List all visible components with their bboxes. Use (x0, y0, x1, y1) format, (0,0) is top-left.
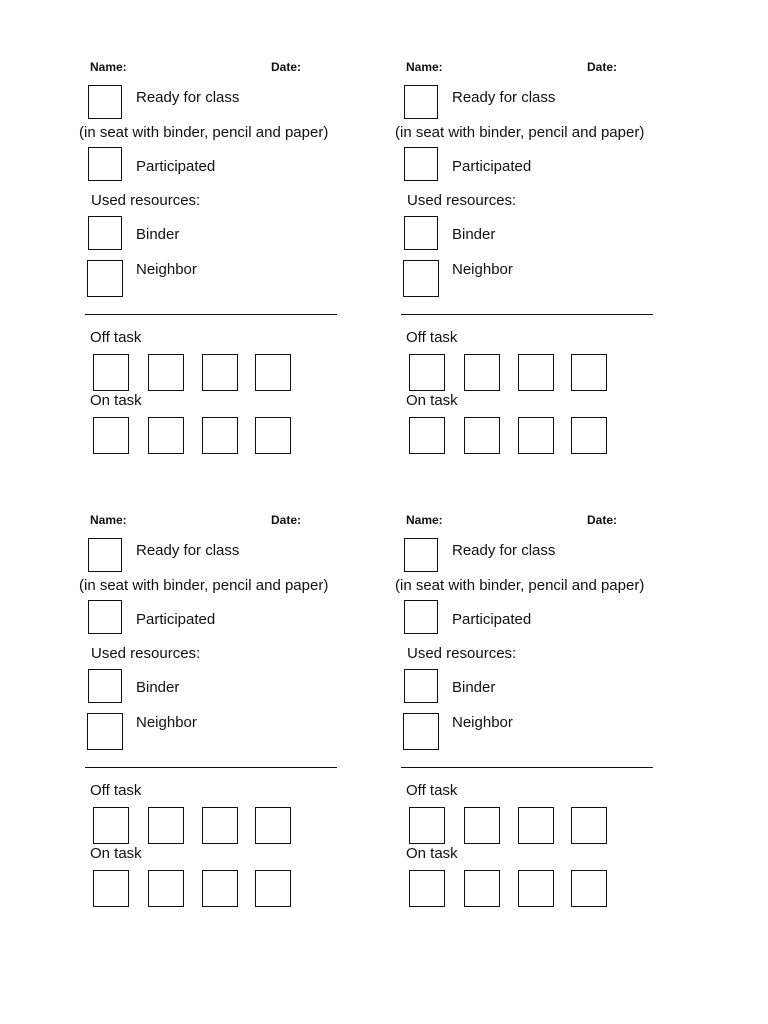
binder-checkbox[interactable] (88, 669, 122, 703)
on-task-box-3[interactable] (518, 870, 554, 907)
off-task-box-3[interactable] (202, 354, 238, 391)
used-resources-label: Used resources: (91, 192, 201, 209)
participated-checkbox[interactable] (404, 147, 438, 181)
used-resources-label: Used resources: (407, 645, 517, 662)
date-label: Date: (271, 513, 302, 527)
date-label: Date: (587, 60, 618, 74)
off-task-box-2[interactable] (464, 354, 500, 391)
binder-checkbox[interactable] (88, 216, 122, 250)
on-task-box-4[interactable] (571, 417, 607, 454)
off-task-box-3[interactable] (518, 807, 554, 844)
off-task-box-3[interactable] (518, 354, 554, 391)
neighbor-checkbox[interactable] (87, 260, 123, 297)
participated-label: Participated (452, 611, 532, 628)
ready-for-class-checkbox[interactable] (404, 85, 438, 119)
participated-checkbox[interactable] (88, 147, 122, 181)
on-task-box-2[interactable] (464, 870, 500, 907)
on-task-box-1[interactable] (93, 417, 129, 454)
divider (401, 767, 653, 768)
binder-checkbox[interactable] (404, 669, 438, 703)
seat-note: (in seat with binder, pencil and paper) (395, 124, 645, 141)
on-task-box-3[interactable] (202, 870, 238, 907)
on-task-box-2[interactable] (464, 417, 500, 454)
date-label: Date: (587, 513, 618, 527)
on-task-label: On task (90, 845, 142, 862)
behavior-card-2 (395, 0, 695, 440)
off-task-label: Off task (90, 329, 142, 346)
neighbor-checkbox[interactable] (403, 260, 439, 297)
on-task-box-3[interactable] (202, 417, 238, 454)
binder-label: Binder (136, 679, 180, 696)
behavior-card-1 (79, 0, 379, 440)
off-task-box-4[interactable] (255, 354, 291, 391)
participated-label: Participated (136, 611, 216, 628)
name-label: Name: (90, 513, 127, 527)
seat-note: (in seat with binder, pencil and paper) (395, 577, 645, 594)
on-task-box-1[interactable] (409, 417, 445, 454)
off-task-box-1[interactable] (93, 807, 129, 844)
ready-for-class-checkbox[interactable] (404, 538, 438, 572)
neighbor-checkbox[interactable] (87, 713, 123, 750)
off-task-label: Off task (406, 329, 458, 346)
neighbor-label: Neighbor (136, 714, 197, 731)
off-task-box-2[interactable] (148, 354, 184, 391)
on-task-box-3[interactable] (518, 417, 554, 454)
date-label: Date: (271, 60, 302, 74)
name-label: Name: (406, 513, 443, 527)
neighbor-label: Neighbor (136, 261, 197, 278)
ready-for-class-checkbox[interactable] (88, 538, 122, 572)
neighbor-label: Neighbor (452, 714, 513, 731)
neighbor-label: Neighbor (452, 261, 513, 278)
neighbor-checkbox[interactable] (403, 713, 439, 750)
binder-label: Binder (452, 226, 496, 243)
divider (401, 314, 653, 315)
on-task-box-4[interactable] (571, 870, 607, 907)
off-task-label: Off task (406, 782, 458, 799)
on-task-box-2[interactable] (148, 417, 184, 454)
off-task-box-4[interactable] (255, 807, 291, 844)
off-task-box-2[interactable] (148, 807, 184, 844)
ready-for-class-label: Ready for class (136, 542, 240, 559)
on-task-box-4[interactable] (255, 417, 291, 454)
seat-note: (in seat with binder, pencil and paper) (79, 577, 329, 594)
name-label: Name: (406, 60, 443, 74)
divider (85, 767, 337, 768)
off-task-label: Off task (90, 782, 142, 799)
off-task-box-2[interactable] (464, 807, 500, 844)
seat-note: (in seat with binder, pencil and paper) (79, 124, 329, 141)
off-task-box-3[interactable] (202, 807, 238, 844)
on-task-label: On task (406, 845, 458, 862)
off-task-box-4[interactable] (571, 354, 607, 391)
divider (85, 314, 337, 315)
binder-checkbox[interactable] (404, 216, 438, 250)
off-task-box-1[interactable] (409, 807, 445, 844)
on-task-box-4[interactable] (255, 870, 291, 907)
on-task-label: On task (90, 392, 142, 409)
on-task-box-1[interactable] (93, 870, 129, 907)
participated-label: Participated (452, 158, 532, 175)
on-task-box-2[interactable] (148, 870, 184, 907)
used-resources-label: Used resources: (91, 645, 201, 662)
participated-label: Participated (136, 158, 216, 175)
off-task-box-1[interactable] (93, 354, 129, 391)
name-label: Name: (90, 60, 127, 74)
participated-checkbox[interactable] (404, 600, 438, 634)
ready-for-class-label: Ready for class (452, 89, 556, 106)
off-task-box-1[interactable] (409, 354, 445, 391)
off-task-box-4[interactable] (571, 807, 607, 844)
ready-for-class-label: Ready for class (452, 542, 556, 559)
ready-for-class-label: Ready for class (136, 89, 240, 106)
binder-label: Binder (136, 226, 180, 243)
participated-checkbox[interactable] (88, 600, 122, 634)
ready-for-class-checkbox[interactable] (88, 85, 122, 119)
binder-label: Binder (452, 679, 496, 696)
on-task-box-1[interactable] (409, 870, 445, 907)
behavior-card-3 (79, 453, 379, 893)
on-task-label: On task (406, 392, 458, 409)
behavior-card-4 (395, 453, 695, 893)
used-resources-label: Used resources: (407, 192, 517, 209)
